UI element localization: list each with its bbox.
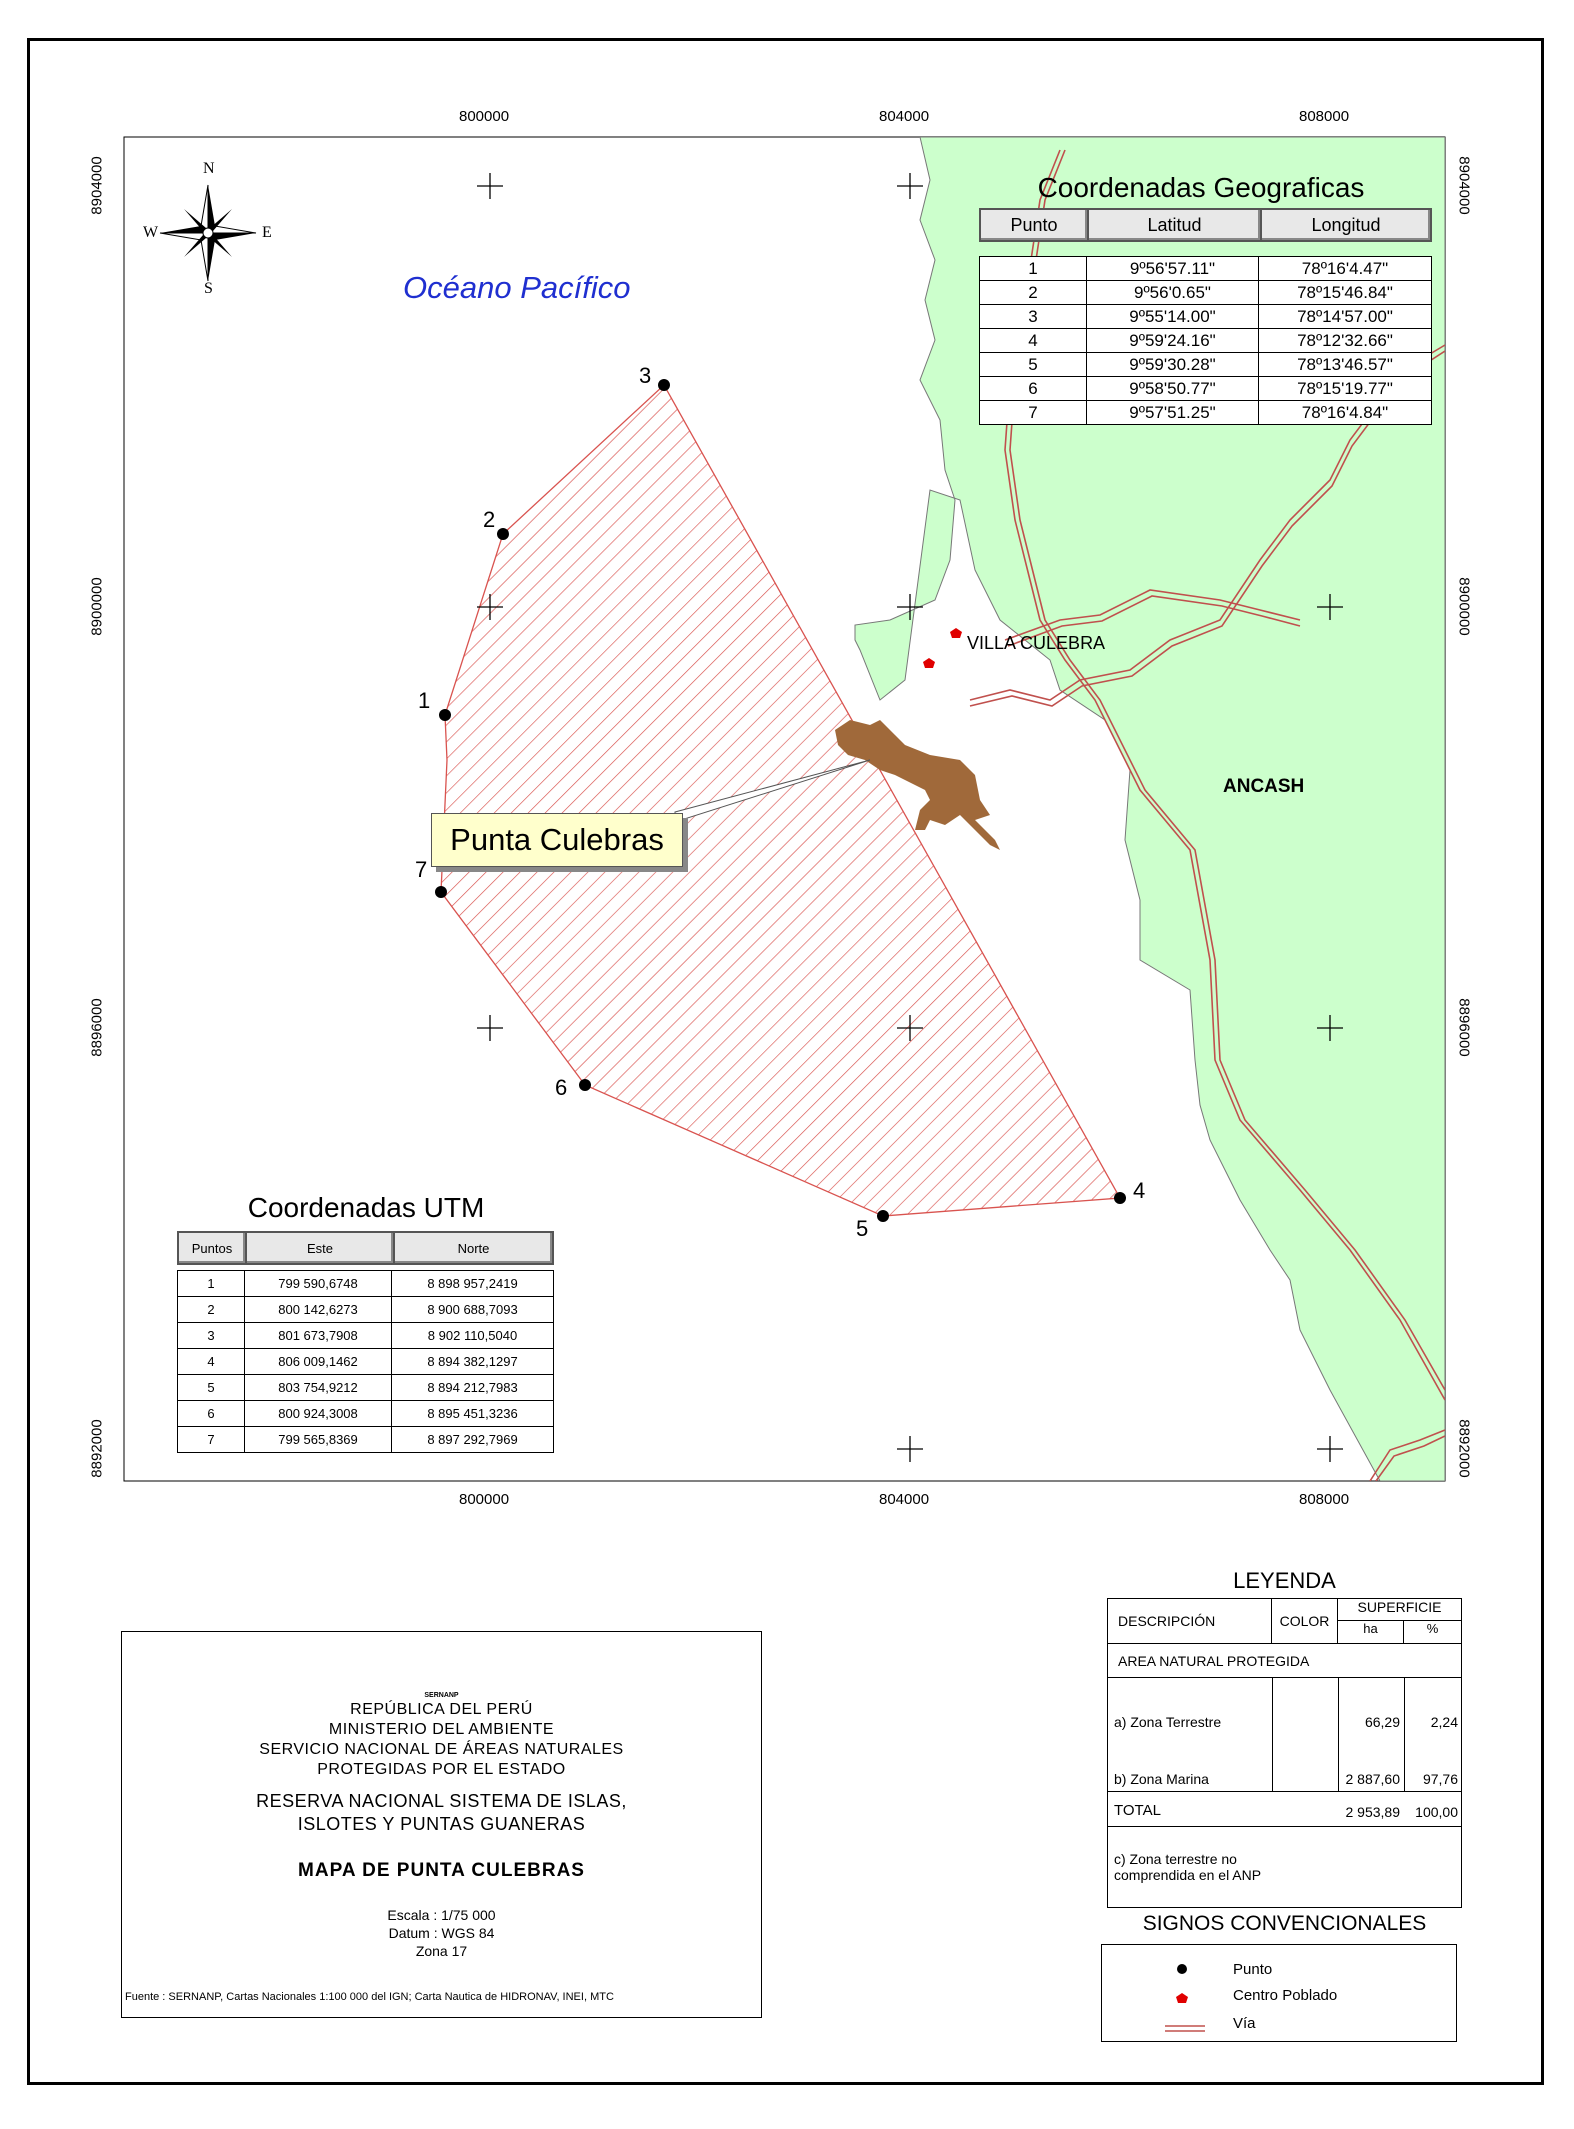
- geo-col-longitud: Longitud: [1261, 209, 1431, 241]
- zone-line: Zona 17: [415, 1943, 468, 1959]
- geo-cell: 9º59'30.28": [1087, 353, 1259, 377]
- vertex-label-4: 4: [1133, 1178, 1146, 1203]
- y-tick-left-4: 8892000: [88, 1419, 106, 1478]
- legend-col-surface: SUPERFICIE: [1338, 1599, 1461, 1621]
- y-tick-right-4: 8892000: [1455, 1419, 1473, 1478]
- x-tick-top-2: 804000: [879, 108, 930, 125]
- utm-cell: 3: [178, 1323, 245, 1349]
- utm-cell: 8 898 957,2419: [392, 1271, 554, 1297]
- sign-punto-label: Punto: [1233, 1961, 1273, 1978]
- geo-table-title: Coordenadas Geograficas: [1037, 172, 1365, 203]
- table-row: [178, 1271, 554, 1297]
- signs-title: SIGNOS CONVENCIONALES: [1142, 1912, 1427, 1935]
- utm-cell: 4: [178, 1349, 245, 1375]
- map-title: MAPA DE PUNTA CULEBRAS: [298, 1860, 585, 1881]
- legend-col-pct: %: [1404, 1621, 1461, 1644]
- table-row: [980, 377, 1432, 401]
- legend-total-ha: 2 953,89: [1345, 1804, 1400, 1820]
- table-row: [980, 329, 1432, 353]
- geo-cell: 9º58'50.77": [1087, 377, 1259, 401]
- legend-total-pct: 100,00: [1415, 1804, 1458, 1820]
- title-block: [121, 1631, 762, 2018]
- geo-cell: 9º56'0.65": [1087, 281, 1259, 305]
- utm-cell: 8 895 451,3236: [392, 1401, 554, 1427]
- region-label: ANCASH: [1223, 776, 1305, 797]
- legend-col-color: COLOR: [1272, 1599, 1338, 1644]
- legend-col-desc: DESCRIPCIÓN: [1108, 1599, 1272, 1644]
- utm-cell: 8 900 688,7093: [392, 1297, 554, 1323]
- y-tick-right-1: 8904000: [1455, 156, 1473, 215]
- table-row: [178, 1401, 554, 1427]
- legend-marina-ha: 2 887,60: [1345, 1771, 1400, 1787]
- utm-cell: 1: [178, 1271, 245, 1297]
- utm-cell: 5: [178, 1375, 245, 1401]
- utm-table-title: Coordenadas UTM: [247, 1192, 485, 1223]
- utm-cell: 799 565,8369: [245, 1427, 392, 1453]
- x-tick-bottom-1: 800000: [459, 1491, 510, 1508]
- geo-cell: 78º13'46.57": [1259, 353, 1432, 377]
- reserve-line-1: RESERVA NACIONAL SISTEMA DE ISLAS,: [256, 1791, 627, 1811]
- utm-cell: 799 590,6748: [245, 1271, 392, 1297]
- geo-cell: 78º15'46.84": [1259, 281, 1432, 305]
- utm-cell: 801 673,7908: [245, 1323, 392, 1349]
- x-tick-bottom-3: 808000: [1299, 1491, 1350, 1508]
- table-row: [980, 281, 1432, 305]
- sign-centro-label: Centro Poblado: [1233, 1987, 1338, 2004]
- legend-terrestre-pct: 2,24: [1430, 1714, 1458, 1730]
- legend-terrestre-label: a) Zona Terrestre: [1114, 1714, 1222, 1730]
- institution-block: [122, 1700, 761, 1780]
- compass-e: E: [262, 224, 272, 241]
- table-row: [178, 1297, 554, 1323]
- ocean-label: Océano Pacífico: [403, 270, 631, 305]
- compass-n: N: [203, 160, 215, 177]
- geo-cell: 9º59'24.16": [1087, 329, 1259, 353]
- sign-via-label: Vía: [1233, 2015, 1256, 2032]
- compass-s: S: [204, 280, 213, 297]
- table-row: [980, 353, 1432, 377]
- geo-cell: 78º14'57.00": [1259, 305, 1432, 329]
- geo-cell: 9º57'51.25": [1087, 401, 1259, 425]
- reserve-line-2: ISLOTES Y PUNTAS GUANERAS: [297, 1814, 586, 1834]
- geo-cell: 5: [980, 353, 1087, 377]
- legend-terrestre-ha: 66,29: [1364, 1714, 1400, 1730]
- vertex-label-6: 6: [555, 1075, 568, 1100]
- table-row: [178, 1323, 554, 1349]
- geo-cell: 1: [980, 257, 1087, 281]
- geo-cell: 6: [980, 377, 1087, 401]
- legend-no-anp-label: c) Zona terrestre no comprendida en el ANP: [1114, 1851, 1262, 1883]
- geo-col-punto: Punto: [980, 209, 1088, 241]
- map-params: [122, 1906, 761, 1960]
- legend-marina-pct: 97,76: [1422, 1771, 1458, 1787]
- utm-cell: 2: [178, 1297, 245, 1323]
- signs-box: [1101, 1944, 1457, 2042]
- source-line: Fuente : SERNANP, Cartas Nacionales 1:100 000 del IGN; Carta Nautica de HIDRONAV, INEI, MTC: [125, 1991, 614, 2003]
- utm-col-norte: Norte: [394, 1232, 553, 1264]
- vertex-label-2: 2: [483, 507, 496, 532]
- legend-marina-label: b) Zona Marina: [1114, 1771, 1209, 1787]
- vertex-label-7: 7: [415, 857, 428, 882]
- logo-text: SERNANP: [424, 1692, 459, 1699]
- table-row: [178, 1427, 554, 1453]
- legend-title: LEYENDA: [1233, 1568, 1336, 1593]
- geo-cell: 2: [980, 281, 1087, 305]
- legend-col-ha: ha: [1338, 1621, 1404, 1644]
- geo-col-latitud: Latitud: [1088, 209, 1261, 241]
- vertex-label-3: 3: [639, 363, 652, 388]
- y-tick-left-1: 8904000: [88, 156, 106, 215]
- table-row: [178, 1349, 554, 1375]
- table-row: [980, 305, 1432, 329]
- x-tick-top-3: 808000: [1299, 108, 1350, 125]
- table-row: [980, 401, 1432, 425]
- utm-cell: 6: [178, 1401, 245, 1427]
- vertex-label-1: 1: [418, 688, 431, 713]
- utm-col-este: Este: [246, 1232, 394, 1264]
- legend-box: [1107, 1598, 1462, 1908]
- utm-table-header: [177, 1231, 554, 1265]
- utm-cell: 8 902 110,5040: [392, 1323, 554, 1349]
- utm-table: [177, 1270, 554, 1453]
- x-tick-top-1: 800000: [459, 108, 510, 125]
- compass-w: W: [143, 224, 159, 241]
- geo-cell: 9º56'57.11": [1087, 257, 1259, 281]
- geo-table-header: [979, 208, 1432, 242]
- geo-cell: 3: [980, 305, 1087, 329]
- y-tick-right-3: 8896000: [1455, 998, 1473, 1057]
- y-tick-right-2: 8900000: [1455, 577, 1473, 636]
- utm-cell: 800 142,6273: [245, 1297, 392, 1323]
- y-tick-left-3: 8896000: [88, 998, 106, 1057]
- geo-cell: 78º16'4.84": [1259, 401, 1432, 425]
- scale-line: Escala : 1/75 000: [387, 1907, 496, 1923]
- geo-cell: 78º16'4.47": [1259, 257, 1432, 281]
- utm-cell: 800 924,3008: [245, 1401, 392, 1427]
- legend-total-label: TOTAL: [1114, 1802, 1161, 1819]
- geo-table: [979, 256, 1432, 425]
- geo-cell: 4: [980, 329, 1087, 353]
- datum-line: Datum : WGS 84: [388, 1925, 495, 1941]
- utm-cell: 803 754,9212: [245, 1375, 392, 1401]
- geo-cell: 78º12'32.66": [1259, 329, 1432, 353]
- town-label: VILLA CULEBRA: [967, 633, 1106, 653]
- utm-cell: 8 894 212,7983: [392, 1375, 554, 1401]
- ministry-line: MINISTERIO DEL AMBIENTE: [328, 1721, 555, 1738]
- geo-cell: 9º55'14.00": [1087, 305, 1259, 329]
- table-row: [980, 257, 1432, 281]
- vertex-label-5: 5: [856, 1216, 869, 1241]
- utm-cell: 8 897 292,7969: [392, 1427, 554, 1453]
- feature-callout: Punta Culebras: [431, 813, 683, 867]
- geo-cell: 7: [980, 401, 1087, 425]
- utm-cell: 8 894 382,1297: [392, 1349, 554, 1375]
- service-line-2: PROTEGIDAS POR EL ESTADO: [317, 1761, 566, 1778]
- utm-cell: 7: [178, 1427, 245, 1453]
- y-tick-left-2: 8900000: [88, 577, 106, 636]
- reserve-block: [122, 1790, 761, 1836]
- republic-line: REPÚBLICA DEL PERÚ: [350, 1701, 533, 1718]
- geo-cell: 78º15'19.77": [1259, 377, 1432, 401]
- service-line-1: SERVICIO NACIONAL DE ÁREAS NATURALES: [259, 1741, 624, 1758]
- legend-section: AREA NATURAL PROTEGIDA: [1108, 1644, 1461, 1678]
- utm-cell: 806 009,1462: [245, 1349, 392, 1375]
- utm-col-puntos: Puntos: [178, 1232, 246, 1264]
- x-tick-bottom-2: 804000: [879, 1491, 930, 1508]
- table-row: [178, 1375, 554, 1401]
